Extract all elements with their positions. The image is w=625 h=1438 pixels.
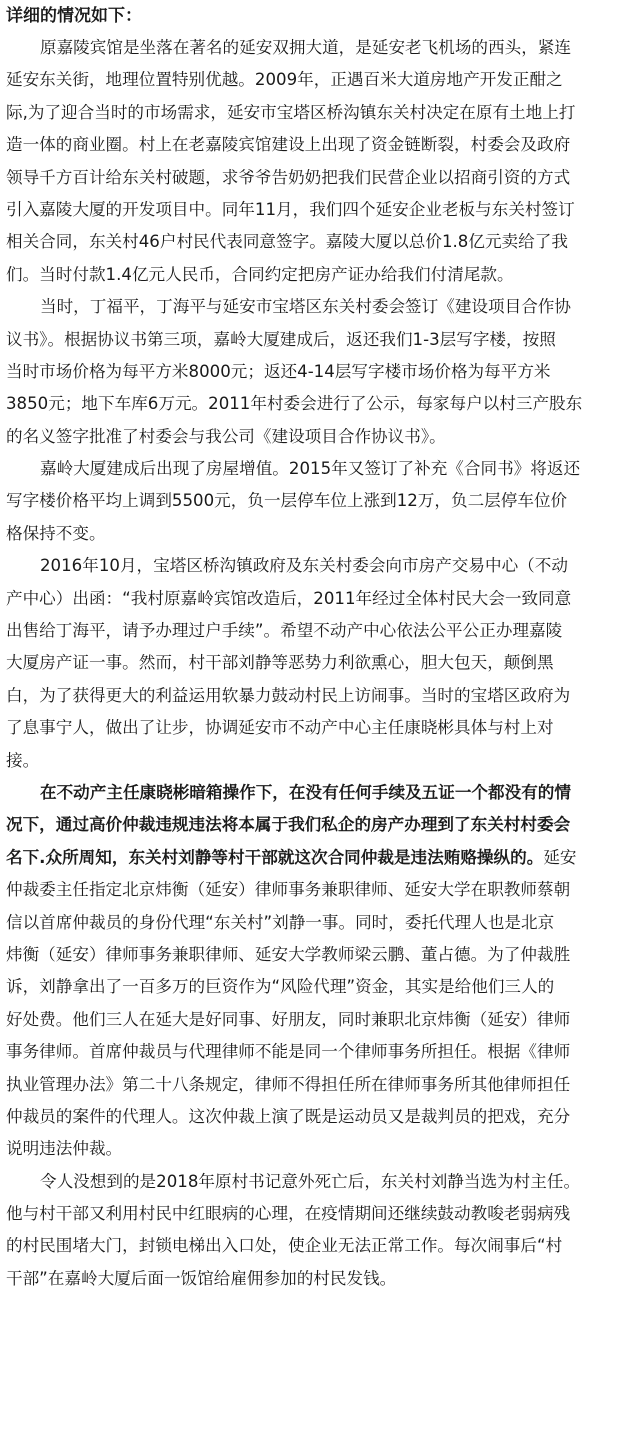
text-line: 出售给丁海平，请予办理过户手续”。希望不动产中心依法公平公正办理嘉陵	[6, 621, 563, 641]
text-line: 引入嘉陵大厦的开发项目中。同年11月，我们四个延安企业老板与东关村签订	[6, 199, 575, 219]
text-line: 3850元；地下车库6万元。2011年村委会进行了公示，每家每户以村三产股东	[6, 394, 583, 414]
text-line: 干部”在嘉岭大厦后面一饭馆给雇佣参加的村民发钱。	[6, 1268, 397, 1288]
text-line: 白，为了获得更大的利益运用软暴力鼓动村民上访闹事。当时的宝塔区政府为	[6, 685, 571, 705]
text-line: 当时，丁福平，丁海平与延安市宝塔区东关村委会签订《建设项目合作协	[40, 297, 571, 317]
text-line: 事务律师。首席仲裁员与代理律师不能是同一个律师事务所担任。根据《律师	[6, 1042, 571, 1062]
text-line: 写字楼价格平均上调到5500元，负一层停车位上涨到12万，负二层停车位价	[6, 491, 568, 511]
text-line: 2016年10月，宝塔区桥沟镇政府及东关村委会向市房产交易中心（不动	[40, 556, 568, 576]
text-line: 仲裁委主任指定北京炜衡（延安）律师事务兼职律师、延安大学在职教师蔡朝	[6, 880, 571, 900]
paragraph-6	[6, 1166, 621, 1296]
text-line: 他与村干部又利用村民中红眼病的心理，在疫情期间还继续鼓动教唆老弱病残	[6, 1204, 571, 1224]
text-line: 执业管理办法》第二十八条规定，律师不得担任所在律师事务所其他律师担任	[6, 1074, 571, 1094]
text-line: 大厦房产证一事。然而，村干部刘静等恶势力利欲熏心，胆大包天，颠倒黑	[6, 653, 554, 673]
text-line: 原嘉陵宾馆是坐落在著名的延安双拥大道，是延安老飞机场的西头，紧连	[40, 38, 571, 57]
text-line: 了息事宁人，做出了让步，协调延安市不动产中心主任康晓彬具体与村上对	[6, 718, 554, 738]
text-line: 炜衡（延安）律师事务兼职律师、延安大学教师梁云鹏、董占德。为了仲裁胜	[6, 944, 571, 964]
text-line: 的村民围堵大门，封锁电梯出入口处，使企业无法正常工作。每次闹事后“村	[6, 1236, 563, 1256]
text-line: 好处费。他们三人在延大是好同事、好朋友，同时兼职北京炜衡（延安）律师	[6, 1009, 571, 1029]
text-line: 们。当时付款1.4亿元人民币，合同约定把房产证办给我们付清尾款。	[6, 264, 514, 284]
text-line: 相关合同，东关村46户村民代表同意签字。嘉陵大厦以总价1.8亿元卖给了我	[6, 232, 568, 252]
text-line: 诉，刘静拿出了一百多万的巨资作为“风险代理”资金，其实是给他们三人的	[6, 977, 555, 997]
text-line: 令人没想到的是2018年原村书记意外死亡后，东关村刘静当选为村主任。	[40, 1171, 581, 1191]
paragraph-3	[6, 453, 621, 550]
text-line: 的名义签字批准了村委会与我公司《建设项目合作协议书》。	[6, 426, 446, 446]
paragraph-2	[6, 291, 621, 453]
text-line: 议书》。根据协议书第三项，嘉岭大厦建成后，返还我们1-3层写字楼，按照	[6, 329, 556, 349]
text-line: 际,为了迎合当时的市场需求，延安市宝塔区桥沟镇东关村决定在原有土地上打	[6, 102, 576, 122]
mixed-text-line	[6, 842, 621, 874]
text-line: 信以首席仲裁员的身份代理“东关村”刘静一事。同时，委托代理人也是北京	[6, 912, 555, 932]
paragraph-5	[6, 777, 621, 1166]
normal-text-span: 延安	[543, 847, 577, 867]
text-line: 当时市场价格为每平方米8000元；返还4-14层写字楼市场价格为每平方米	[6, 361, 551, 381]
text-line: 造一体的商业圈。村上在老嘉陵宾馆建设上出现了资金链断裂，村委会及政府	[6, 135, 571, 155]
text-line: 延安东关街，地理位置特别优越。2009年，正遇百米大道房地产开发正酣之	[6, 70, 563, 90]
text-line: 接。	[6, 750, 40, 770]
text-line: 格保持不变。	[6, 523, 106, 543]
text-line: 仲裁员的案件的代理人。这次仲裁上演了既是运动员又是裁判员的把戏，充分	[6, 1106, 571, 1126]
text-line: 说明违法仲裁。	[6, 1139, 123, 1159]
bold-text-span: 名下.众所周知，东关村刘静等村干部就这次合同仲裁是违法贿赂操纵的。	[6, 847, 544, 867]
bold-text-line: 在不动产主任康晓彬暗箱操作下，在没有任何手续及五证一个都没有的情	[40, 782, 571, 802]
text-line: 领导千方百计给东关村破题，求爷爷告奶奶把我们民营企业以招商引资的方式	[6, 167, 571, 187]
section-heading: 详细的情况如下：	[6, 6, 142, 26]
paragraph-1	[6, 32, 621, 291]
text-line: 嘉岭大厦建成后出现了房屋增值。2015年又签订了补充《合同书》将返还	[40, 459, 581, 479]
paragraph-4	[6, 550, 621, 777]
text-line: 产中心）出函：“我村原嘉岭宾馆改造后，2011年经过全体村民大会一致同意	[6, 588, 572, 608]
bold-text-line: 况下，通过高价仲裁违规违法将本属于我们私企的房产办理到了东关村村委会	[6, 815, 571, 835]
